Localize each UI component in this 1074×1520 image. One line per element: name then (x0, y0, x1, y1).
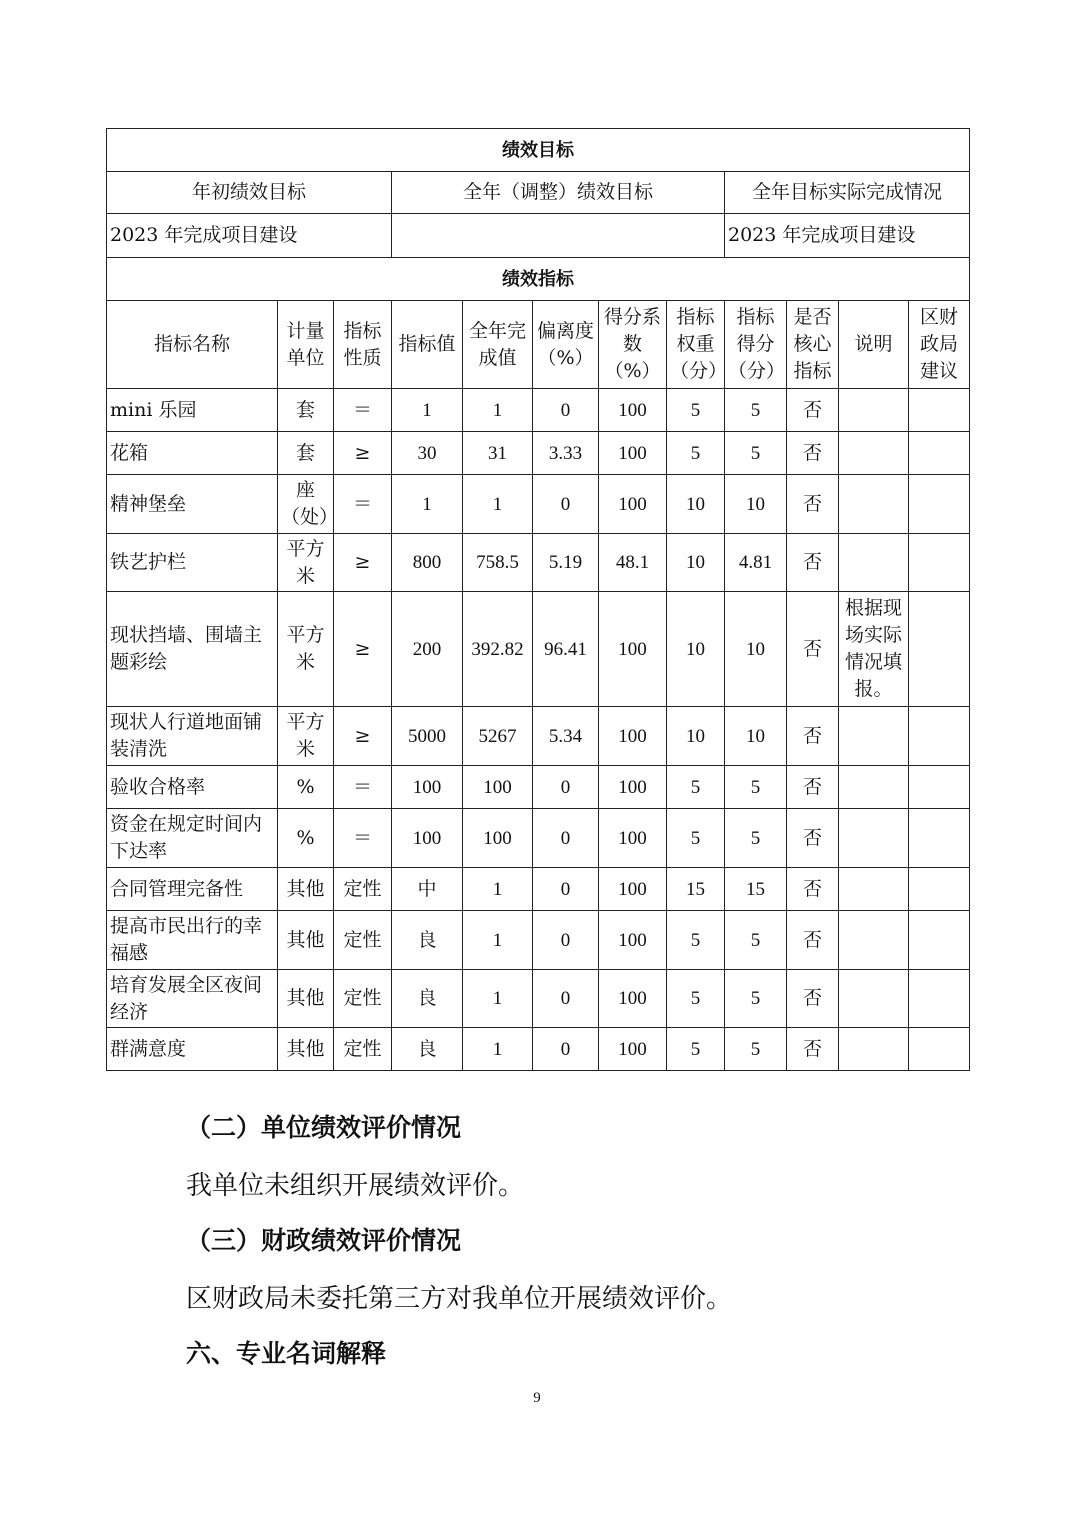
table-cell: 培育发展全区夜间经济 (107, 970, 278, 1028)
table-cell: 5 (667, 389, 725, 432)
table-cell: 10 (667, 592, 725, 707)
table-cell (839, 432, 909, 475)
header-cell: 偏离度（%） (533, 301, 599, 389)
table-cell (839, 809, 909, 868)
table-cell: ≥ (334, 534, 392, 592)
table-cell: 0 (533, 868, 599, 911)
unit-eval-heading: （二）单位绩效评价情况 (186, 1113, 462, 1142)
table-cell (839, 389, 909, 432)
table-cell: 5 (667, 1028, 725, 1071)
table-cell: 座（处） (278, 475, 334, 534)
indicators-section-title: 绩效指标 (107, 258, 970, 301)
table-cell (839, 534, 909, 592)
table-cell: 现状人行道地面铺装清洗 (107, 707, 278, 766)
table-cell: 群满意度 (107, 1028, 278, 1071)
table-cell: 5 (725, 389, 787, 432)
table-cell: 0 (533, 809, 599, 868)
table-cell: 0 (533, 766, 599, 809)
table-cell (909, 475, 970, 534)
table-cell: 定性 (334, 1028, 392, 1071)
header-cell: 指标得分（分） (725, 301, 787, 389)
table-row (107, 1028, 970, 1071)
table-cell: ＝ (334, 766, 392, 809)
table-cell: 否 (787, 911, 839, 970)
header-cell: 是否核心指标 (787, 301, 839, 389)
goals-col-adjusted: 全年（调整）绩效目标 (392, 172, 725, 214)
table-cell: mini 乐园 (107, 389, 278, 432)
table-cell: 100 (599, 707, 667, 766)
table-cell: 10 (667, 534, 725, 592)
table-cell: 5000 (392, 707, 463, 766)
table-cell (839, 970, 909, 1028)
table-cell: 10 (667, 475, 725, 534)
table-cell: 定性 (334, 911, 392, 970)
table-cell: 31 (463, 432, 533, 475)
table-row (107, 868, 970, 911)
table-cell: 10 (725, 592, 787, 707)
table-cell: 800 (392, 534, 463, 592)
indicators-header-row (107, 301, 970, 389)
table-cell: 铁艺护栏 (107, 534, 278, 592)
table-cell: 1 (392, 475, 463, 534)
header-cell: 指标权重（分） (667, 301, 725, 389)
table-cell: 5267 (463, 707, 533, 766)
table-cell: 100 (599, 475, 667, 534)
table-cell: 200 (392, 592, 463, 707)
table-cell: 良 (392, 970, 463, 1028)
table-cell: 5 (725, 911, 787, 970)
table-cell: 否 (787, 868, 839, 911)
table-cell: 否 (787, 432, 839, 475)
table-cell: 0 (533, 475, 599, 534)
table-cell (839, 1028, 909, 1071)
table-cell: 否 (787, 1028, 839, 1071)
table-cell: ＝ (334, 809, 392, 868)
table-cell (909, 911, 970, 970)
goals-val-initial: 2023 年完成项目建设 (107, 214, 392, 258)
table-cell: 15 (667, 868, 725, 911)
table-cell: 10 (667, 707, 725, 766)
table-cell: 5 (667, 911, 725, 970)
table-cell: 1 (463, 970, 533, 1028)
table-cell: 5 (667, 432, 725, 475)
table-cell: 套 (278, 389, 334, 432)
table-cell: 5 (725, 432, 787, 475)
performance-table (106, 128, 970, 1071)
table-cell: 100 (599, 911, 667, 970)
table-cell: 48.1 (599, 534, 667, 592)
table-cell: 否 (787, 534, 839, 592)
unit-eval-text: 我单位未组织开展绩效评价。 (186, 1171, 525, 1201)
header-cell: 区财政局建议 (909, 301, 970, 389)
table-cell: 中 (392, 868, 463, 911)
table-cell: 1 (463, 911, 533, 970)
table-cell: 1 (463, 868, 533, 911)
table-cell: 0 (533, 911, 599, 970)
table-row (107, 707, 970, 766)
table-cell: 其他 (278, 970, 334, 1028)
table-cell: ＝ (334, 475, 392, 534)
table-cell (909, 592, 970, 707)
goals-val-adjusted (392, 214, 725, 258)
table-row (107, 475, 970, 534)
table-cell: 根据现场实际情况填报。 (839, 592, 909, 707)
table-cell: 100 (599, 809, 667, 868)
table-cell: ＝ (334, 389, 392, 432)
goals-col-actual: 全年目标实际完成情况 (725, 172, 970, 214)
table-row (107, 389, 970, 432)
table-cell: 良 (392, 911, 463, 970)
table-cell: 100 (599, 1028, 667, 1071)
table-row (107, 534, 970, 592)
header-cell: 计量单位 (278, 301, 334, 389)
table-cell: 5 (667, 809, 725, 868)
table-cell: 定性 (334, 868, 392, 911)
table-cell (909, 868, 970, 911)
table-cell: 良 (392, 1028, 463, 1071)
table-cell (839, 911, 909, 970)
table-cell: 否 (787, 766, 839, 809)
table-cell: 5.19 (533, 534, 599, 592)
goals-col-initial: 年初绩效目标 (107, 172, 392, 214)
table-cell (909, 766, 970, 809)
table-cell: 1 (392, 389, 463, 432)
table-cell: 758.5 (463, 534, 533, 592)
finance-eval-text: 区财政局未委托第三方对我单位开展绩效评价。 (186, 1284, 733, 1314)
table-cell: 100 (599, 766, 667, 809)
table-cell: 3.33 (533, 432, 599, 475)
table-row (107, 809, 970, 868)
table-cell: 定性 (334, 970, 392, 1028)
table-row (107, 766, 970, 809)
table-cell: 100 (599, 432, 667, 475)
table-cell (909, 970, 970, 1028)
header-cell: 说明 (839, 301, 909, 389)
table-cell (909, 389, 970, 432)
table-cell: 96.41 (533, 592, 599, 707)
table-cell: 花箱 (107, 432, 278, 475)
table-cell: 提高市民出行的幸福感 (107, 911, 278, 970)
table-cell: 5 (725, 766, 787, 809)
table-cell (909, 809, 970, 868)
header-cell: 指标性质 (334, 301, 392, 389)
table-cell: 100 (599, 389, 667, 432)
table-cell: 30 (392, 432, 463, 475)
table-cell: 15 (725, 868, 787, 911)
table-cell (839, 766, 909, 809)
table-row (107, 432, 970, 475)
table-cell: 验收合格率 (107, 766, 278, 809)
table-cell: 392.82 (463, 592, 533, 707)
table-cell: 否 (787, 809, 839, 868)
table-cell: 100 (599, 970, 667, 1028)
header-cell: 全年完成值 (463, 301, 533, 389)
table-cell: 5 (667, 766, 725, 809)
table-cell (839, 475, 909, 534)
table-cell (909, 534, 970, 592)
header-cell: 指标值 (392, 301, 463, 389)
table-cell: % (278, 809, 334, 868)
table-cell: 100 (599, 868, 667, 911)
table-cell: 合同管理完备性 (107, 868, 278, 911)
table-cell: 1 (463, 475, 533, 534)
goals-val-actual: 2023 年完成项目建设 (725, 214, 970, 258)
header-cell: 指标名称 (107, 301, 278, 389)
table-cell: 5 (725, 1028, 787, 1071)
table-cell: 否 (787, 970, 839, 1028)
table-cell: 现状挡墙、围墙主题彩绘 (107, 592, 278, 707)
finance-eval-heading: （三）财政绩效评价情况 (186, 1226, 462, 1255)
table-row (107, 911, 970, 970)
table-cell: 资金在规定时间内下达率 (107, 809, 278, 868)
table-cell (839, 868, 909, 911)
table-cell: 0 (533, 1028, 599, 1071)
table-cell: 100 (463, 809, 533, 868)
indicator-rows (107, 389, 970, 1071)
table-cell: 5 (667, 970, 725, 1028)
table-row (107, 592, 970, 707)
table-cell: 4.81 (725, 534, 787, 592)
table-cell (909, 1028, 970, 1071)
table-cell (909, 432, 970, 475)
table-cell: 0 (533, 970, 599, 1028)
table-cell: 套 (278, 432, 334, 475)
table-cell: 100 (599, 592, 667, 707)
page-number: 9 (533, 1390, 541, 1406)
table-cell: 否 (787, 707, 839, 766)
table-cell: 10 (725, 707, 787, 766)
table-cell: 精神堡垒 (107, 475, 278, 534)
table-cell: 1 (463, 1028, 533, 1071)
table-cell: ≥ (334, 592, 392, 707)
table-cell: 否 (787, 389, 839, 432)
table-cell: 平方米 (278, 592, 334, 707)
table-cell: 其他 (278, 868, 334, 911)
table-cell: % (278, 766, 334, 809)
table-cell: 100 (463, 766, 533, 809)
table-cell (839, 707, 909, 766)
table-cell: 平方米 (278, 707, 334, 766)
table-cell: 其他 (278, 911, 334, 970)
table-cell: 5 (725, 970, 787, 1028)
table-cell: 1 (463, 389, 533, 432)
table-cell: 0 (533, 389, 599, 432)
table-cell (909, 707, 970, 766)
table-cell: ≥ (334, 707, 392, 766)
table-row (107, 970, 970, 1028)
header-cell: 得分系数（%） (599, 301, 667, 389)
table-cell: 否 (787, 475, 839, 534)
goals-section-title: 绩效目标 (107, 129, 970, 172)
glossary-heading: 六、专业名词解释 (186, 1339, 387, 1368)
table-cell: 否 (787, 592, 839, 707)
table-cell: 5.34 (533, 707, 599, 766)
table-cell: 100 (392, 766, 463, 809)
table-cell: 其他 (278, 1028, 334, 1071)
table-cell: 100 (392, 809, 463, 868)
table-cell: ≥ (334, 432, 392, 475)
table-cell: 平方米 (278, 534, 334, 592)
table-cell: 5 (725, 809, 787, 868)
table-cell: 10 (725, 475, 787, 534)
